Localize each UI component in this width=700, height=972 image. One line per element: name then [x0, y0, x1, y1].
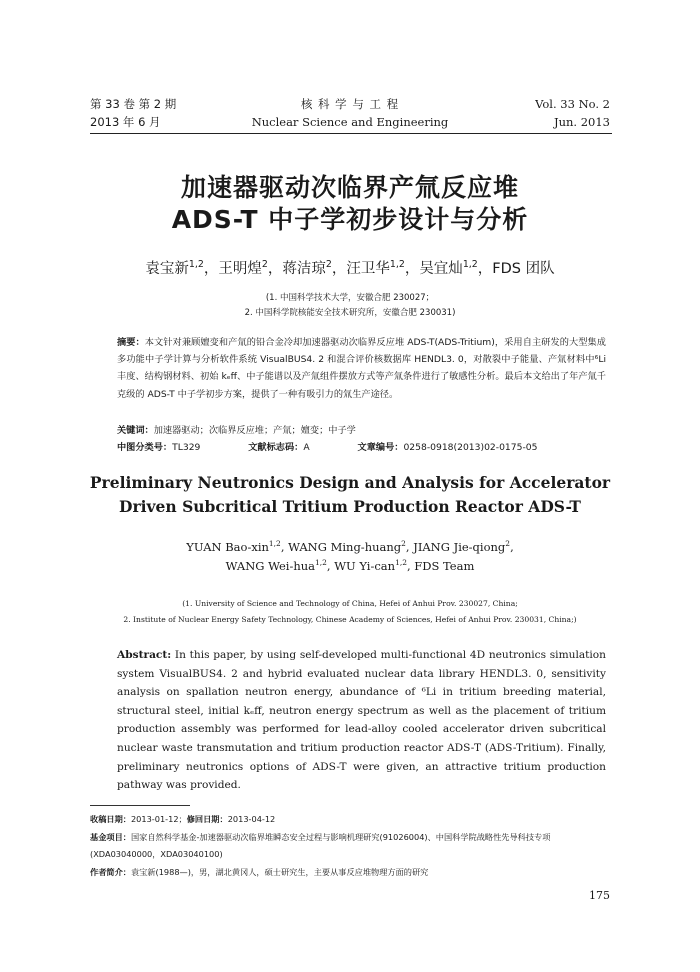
author-cn: 蒋洁琼	[282, 261, 326, 277]
article-no-value: 0258-0918(2013)02-0175-05	[403, 442, 538, 453]
classification-line	[117, 440, 606, 456]
abstract-cn-label: 摘要：	[117, 337, 145, 348]
affiliation-cn-2: 2. 中国科学院核能安全技术研究所，安徽合肥 230031)	[244, 308, 456, 318]
author-en: YUAN Bao-xin	[186, 540, 269, 554]
author-en: FDS Team	[414, 559, 475, 573]
author-cn: FDS 团队	[492, 261, 555, 277]
title-cn-line2: ADS-T 中子学初步设计与分析	[171, 205, 529, 234]
authors-en-line2: WANG Wei-hua$^{1,2}$, WU Yi-can$^{1,2}$, FDS Team	[225, 558, 475, 573]
footnote-fund-cont: (XDA03040000，XDA03040100)	[90, 849, 223, 859]
abstract-en	[117, 646, 606, 795]
header-date-cn: 2013 年 6 月	[90, 115, 161, 129]
authors-en-line1: YUAN Bao-xin$^{1,2}$, WANG Ming-huang$^2$, JIANG Jie-qiong$^2$,	[186, 539, 514, 554]
keywords-cn: 关键词：加速器驱动；次临界反应堆；产氚；嬗变；中子学	[117, 425, 356, 436]
doc-code-value: A	[303, 442, 310, 453]
affiliation-en-2: 2. Institute of Nuclear Energy Safety Technology, Chinese Academy of Sciences, Hefei of Anhui Prov. 230031, China;)	[123, 615, 577, 624]
title-en-line2: Driven Subcritical Tritium Production Reactor ADS-T	[119, 497, 581, 516]
footnote-received: 收稿日期：2013-01-12；修回日期：2013-04-12	[90, 814, 276, 824]
affiliation-en-1: (1. University of Science and Technology of China, Hefei of Anhui Prov. 230027, China;	[182, 599, 518, 608]
header-rule	[90, 133, 612, 134]
article-no-label: 文章编号：	[357, 442, 404, 453]
affiliation-cn-1: (1. 中国科学技术大学，安徽合肥 230027；	[265, 293, 435, 303]
author-cn: 袁宝新	[145, 261, 189, 277]
page-number: 175	[589, 889, 610, 902]
abstract-cn-text: 本文针对兼顾嬗变和产氚的铅合金冷却加速器驱动次临界反应堆 ADS-T(ADS-Tritium)，采用自主研发的大型集成多功能中子学计算与分析软件系统 VisualBUS4. 2 和混合评价核数据库 HENDL3. 0，对散裂中子能量、产氚材料中⁶Li 丰度、结构钢材料、初始 kₑff、中子能谱以及产氚组件摆放方式等产氚条件进行了敏感性分析。最后本文给出了年产氚千克级的 ADS-T 中子学初步方案，提供了一种有吸引力的氚生产途径。	[117, 337, 606, 400]
clc-label: 中图分类号：	[117, 442, 173, 453]
abstract-en-text: In this paper, by using self-developed multi-functional 4D neutronics simulation system VisualBUS4. 2 and hybrid evaluated nuclear data library HENDL3. 0, sensitivity analysis on spallation neutron energy, abundance of ⁶Li in tritium breeding material, structural steel, initial kₑff, neutron energy spectrum as well as the placement of tritium production assembly was performed for lead-alloy cooled accelerator driven subcritical nuclear waste transmutation and tritium production reactor ADS-T (ADS-Tritium). Finally, preliminary neutronics options of ADS-T were given, an attractive tritium production pathway was provided.	[117, 649, 606, 792]
author-en: JIANG Jie-qiong	[413, 540, 506, 554]
author-cn: 吴宜灿	[419, 261, 463, 277]
footnote-fund: 基金项目：国家自然科学基金-加速器驱动次临界堆瞬态安全过程与影响机理研究(91026004)、中国科学院战略性先导科技专项	[90, 831, 551, 842]
author-en: WANG Ming-huang	[288, 540, 402, 554]
header-date-en: Jun. 2013	[553, 115, 610, 129]
header-volume-cn: 第 33 卷 第 2 期	[90, 97, 177, 111]
header-journal-cn: 核 科 学 与 工 程	[300, 97, 400, 111]
footnotes	[90, 811, 612, 881]
abstract-en-label: Abstract:	[117, 649, 172, 661]
author-en: WANG Wei-hua	[225, 559, 316, 573]
title-en-line1: Preliminary Neutronics Design and Analysis for Accelerator	[89, 473, 611, 492]
abstract-cn	[117, 334, 606, 403]
doc-code-label: 文献标志码：	[248, 442, 304, 453]
footnote-rule	[90, 805, 190, 806]
footnote-author: 作者简介：袁宝新(1988—)，男，湖北黄冈人，硕士研究生，主要从事反应堆物理方面的研究	[90, 866, 429, 877]
author-en: WU Yi-can	[334, 559, 396, 573]
authors-cn: 袁宝新$^{1,2}$，王明煌$^2$，蒋洁琼$^2$，汪卫华$^{1,2}$，吴宜灿$^{1,2}$，FDS 团队	[145, 259, 555, 277]
clc-value: TL329	[172, 442, 201, 453]
author-cn: 王明煌	[218, 261, 262, 277]
author-cn: 汪卫华	[346, 261, 390, 277]
header-volume-en: Vol. 33 No. 2	[535, 97, 610, 111]
title-cn-line1: 加速器驱动次临界产氚反应堆	[180, 173, 519, 202]
header-journal-en: Nuclear Science and Engineering	[251, 115, 449, 129]
